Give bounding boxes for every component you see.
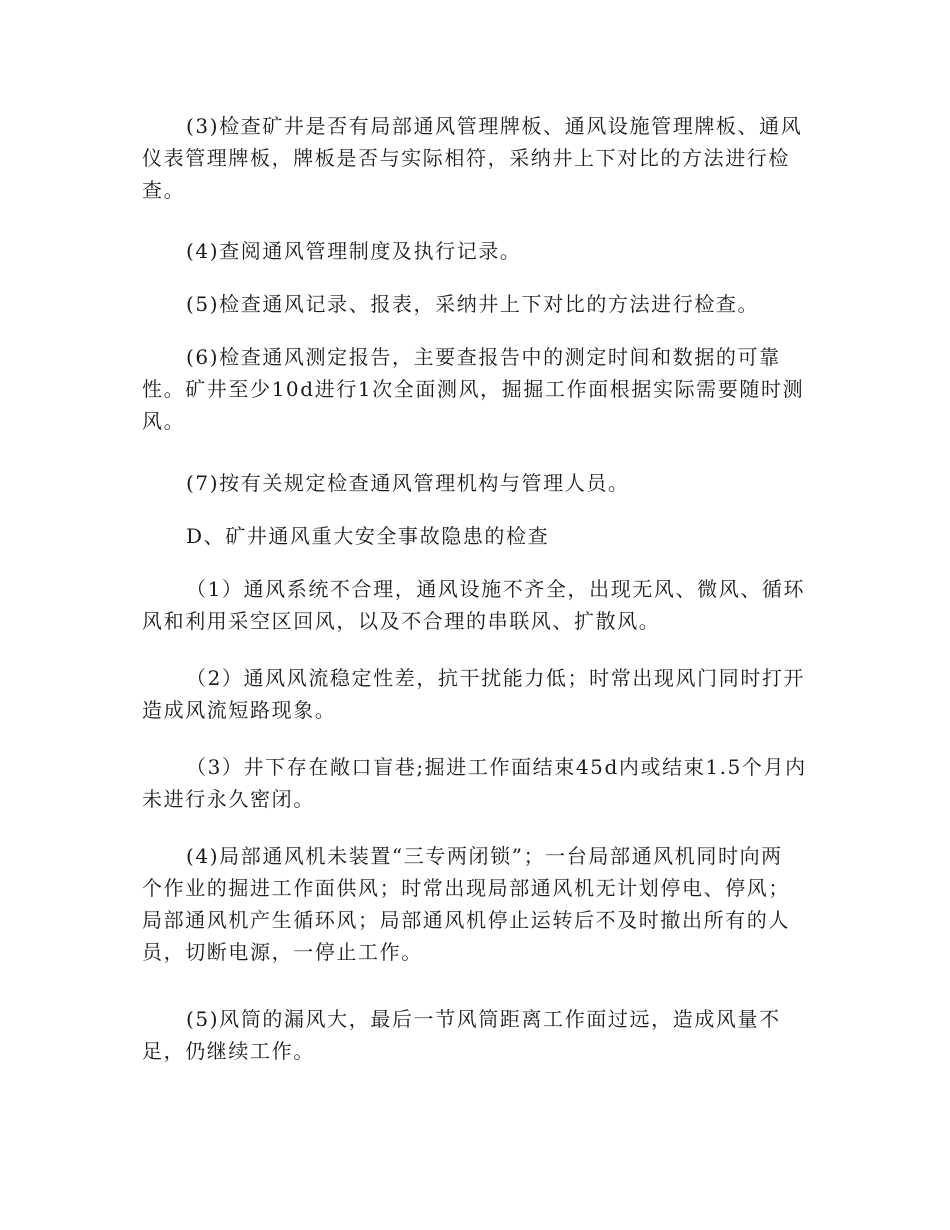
- paragraph-4-review-system: [142, 235, 814, 267]
- text-line: (7)按有关规定检查通风管理机构与管理人员。: [186, 471, 630, 495]
- text-line: （3）井下存在敞口盲巷;掘进工作面结束45d内或结束1.5个月内: [186, 755, 807, 779]
- text-line: (5)风筒的漏风大，最后一节风筒距离工作面过远，造成风量不: [186, 1007, 781, 1031]
- hazard-item-1: [142, 573, 814, 637]
- text-line: 员，切断电源，一停止工作。: [142, 940, 423, 964]
- text-line: 未进行永久密闭。: [142, 787, 315, 811]
- paragraph-6-measurement-report: [142, 341, 814, 437]
- text-line: 性。矿井至少10d进行1次全面测风，掘掘工作面根据实际需要随时测: [142, 377, 805, 401]
- text-line: (4)局部通风机未装置“三专两闭锁”；一台局部通风机同时向两: [186, 844, 783, 868]
- text-line: (5)检查通风记录、报表，采纳井上下对比的方法进行检查。: [186, 292, 760, 316]
- text-line: (3)检查矿井是否有局部通风管理牌板、通风设施管理牌板、通风: [186, 114, 803, 138]
- text-line: 个作业的掘进工作面供风；时常出现局部通风机无计划停电、停风；: [142, 876, 790, 900]
- text-line: 仪表管理牌板，牌板是否与实际相符，采纳井上下对比的方法进行检: [142, 146, 790, 170]
- text-line: 风和利用采空区回风，以及不合理的串联风、扩散风。: [142, 609, 661, 633]
- text-line: 查。: [142, 178, 186, 202]
- hazard-item-3: [142, 751, 814, 815]
- text-line: 局部通风机产生循环风；局部通风机停止运转后不及时撤出所有的人: [142, 908, 790, 932]
- text-line: 造成风流短路现象。: [142, 698, 337, 722]
- text-line: （1）通风系统不合理，通风设施不齐全，出现无风、微风、循环: [186, 577, 806, 601]
- text-line: (6)检查通风测定报告，主要查报告中的测定时间和数据的可靠: [186, 345, 781, 369]
- hazard-item-4: [142, 840, 814, 968]
- paragraph-5-check-records: [142, 288, 814, 320]
- text-line: 足，仍继续工作。: [142, 1039, 315, 1063]
- paragraph-3-check-boards: [142, 110, 814, 206]
- text-line: （2）通风风流稳定性差，抗干扰能力低；时常出现风门同时打开: [186, 666, 806, 690]
- hazard-item-5: [142, 1003, 814, 1067]
- text-line: (4)查阅通风管理制度及执行记录。: [186, 239, 522, 263]
- hazard-item-2: [142, 662, 814, 726]
- text-line: 风。: [142, 409, 186, 433]
- text-line: D、矿井通风重大安全事故隐患的检查: [186, 524, 550, 548]
- paragraph-7-management-personnel: [142, 467, 814, 499]
- section-heading-d: [142, 520, 814, 552]
